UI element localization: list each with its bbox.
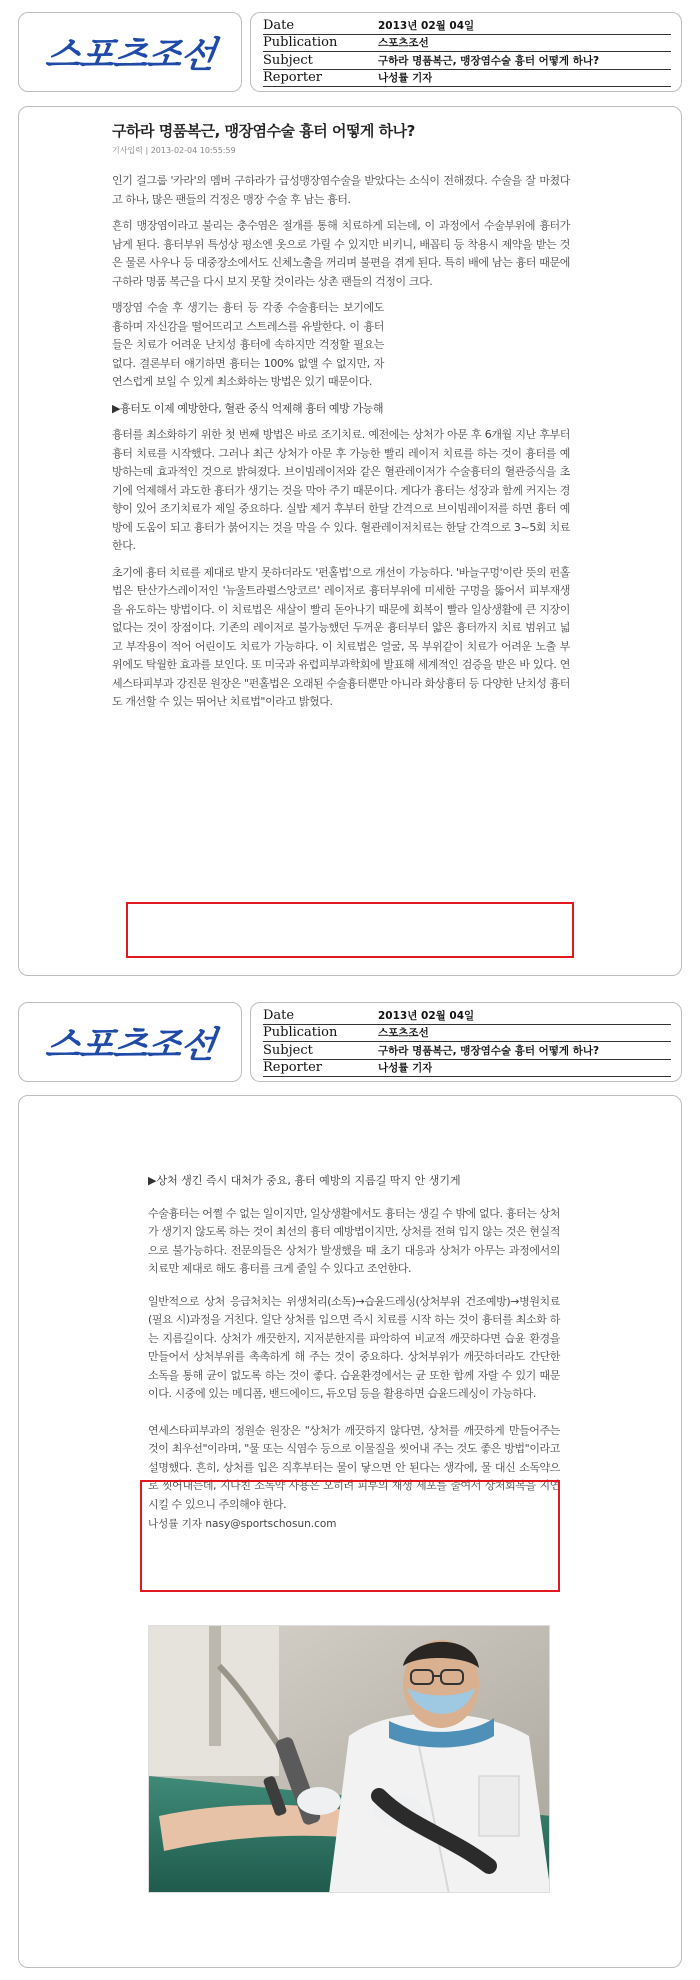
article-timestamp: 기사입력 | 2013-02-04 10:55:59 (112, 146, 236, 155)
meta-row-reporter (263, 1060, 671, 1078)
meta-value: 구하라 명품복근, 맹장염수술 흉터 어떻게 하나? (378, 1044, 600, 1057)
article-byline: 나성률 기자 nasy@sportschosun.com (148, 1518, 337, 1530)
meta-label: Reporter (263, 1060, 322, 1076)
logo-box-2 (18, 1002, 242, 1082)
doctor-laser-treatment-illustration (149, 1626, 550, 1893)
meta-value: 스포츠조선 (378, 1027, 429, 1040)
meta-label: Subject (263, 52, 313, 68)
meta-label: Subject (263, 1042, 313, 1058)
meta-value: 2013년 02월 04일 (378, 19, 475, 32)
subheading-1: ▶흉터도 이제 예방한다, 혈관 중식 억제해 흉터 예방 가능해 (112, 401, 384, 415)
subheading-2: ▶상처 생긴 즉시 대처가 중요, 흉터 예방의 지름길 딱지 안 생기게 (148, 1174, 461, 1187)
meta-row-reporter (263, 70, 671, 88)
meta-row-subject (263, 1042, 671, 1060)
meta-row-publication (263, 35, 671, 53)
meta-label: Reporter (263, 70, 322, 86)
logo-box (18, 12, 242, 92)
meta-value: 스포츠조선 (378, 37, 429, 50)
meta-label: Date (263, 17, 295, 33)
meta-row-subject (263, 52, 671, 70)
paragraph-3: 맹장염 수술 후 생기는 흉터 등 각종 수술흉터는 보기에도 흉하며 자신감을 떨어뜨리고 스트레스를 유발한다. 이 흉터들은 치료가 어려운 난치성 흉터에 속하지만 걱정할 필요는 없다. 결론부터 얘기하면 흉터는 100% 없앨 수 없지만, 자연스럽게 보일 수 있게 최소화하는 방법은 있기 때문이다. (112, 301, 384, 388)
paragraph-1: 인기 걸그룹 '카라'의 멤버 구하라가 급성맹장염수술을 받았다는 소식이 전해졌다. 수술을 잘 마쳤다고 하나, 많은 팬들의 걱정은 맹장 수술 후 남는 흉터. (112, 174, 570, 206)
article-body-2 (148, 1172, 560, 1531)
sportschosun-logo: 스포츠조선 (42, 34, 217, 76)
paragraph-8: 연세스타피부과의 정원순 원장은 "상처가 깨끗하지 않다면, 상처를 깨끗하게 만들어주는 것이 최우선"이라며, "물 또는 식염수 등으로 이물질을 씻어내 주는 것도 좋은 방법"이라고 설명했다. 흔히, 상처를 입은 직후부터는 물이 닿으면 안 된다는 생각에, 물 대신 소독약으로 씻어내는데, 지나친 소독약 사용은 오히려 피부의 재생 세포를 줄여서 상처회복을 지연시킬 수 있으니 주의해야 한다. (148, 1423, 560, 1511)
meta-value: 나성률 기자 (378, 72, 433, 85)
paragraph-5: 초기에 흉터 치료를 제대로 받지 못하더라도 '펀홀법'으로 개선이 가능하다. '바늘구멍'이란 뜻의 펀홀법은 탄산가스레이저인 '뉴울트라펄스앙코르' 레이저로 흉터부위에 미세한 구멍을 뚫어서 피부재생을 유도하는 방법이다. 이 치료법은 새살이 빨리 돋아나기 때문에 회복이 빨라 일상생활에 큰 지장이 없다는 것이 장점이다. 기존의 레이저로 불가능했던 두꺼운 흉터부터 얇은 흉터까지 치료 범위고 넓고 부작용이 적어 어린이도 치료가 가능하다. 이 치료법은 얼굴, 목 부위같이 치료가 어려운 노출 부위에도 탁월한 효과를 보인다. 또 미국과 유럽피부과학회에 발표해 세계적인 검증을 받은 바 있다. 연세스타피부과 강진문 원장은 "펀홀법은 오래된 수술흉터뿐만 아니라 화상흉터 등 다양한 난치성 흉터도 개선할 수 있는 뛰어난 치료법"이라고 밝혔다. (112, 565, 570, 708)
meta-label: Publication (263, 1025, 338, 1041)
meta-row-publication (263, 1025, 671, 1043)
paragraph-7: 일반적으로 상처 응급처치는 위생처리(소독)→습윤드레싱(상처부위 건조예방)→병원치료(필요 시)과정을 거친다. 일단 상처를 입으면 즉시 치료를 시작 하는 것이 흉터를 최소화 하는 지름길이다. 상처가 깨끗한지, 지저분한지를 파악하여 비교적 깨끗하다면 습윤 환경을 만들어서 상처부위를 촉촉하게 해 주는 것이 중요하다. 상처부위가 깨끗하더라도 간단한 소독을 통해 균이 없도록 하는 것이 좋다. 습윤환경에서는 균 또한 함께 자랄 수 있기 때문이다. 시중에 있는 메디폼, 밴드에이드, 듀오덤 등을 활용하면 습윤드레싱이 가능하다. (148, 1294, 560, 1400)
article-headline: 구하라 명품복근, 맹장염수술 흉터 어떻게 하나? (112, 122, 415, 140)
meta-value: 구하라 명품복근, 맹장염수술 흉터 어떻게 하나? (378, 54, 600, 67)
paragraph-2: 흔히 맹장염이라고 불리는 충수염은 절개를 통해 치료하게 되는데, 이 과정에서 수술부위에 흉터가 남게 된다. 흉터부위 특성상 평소엔 옷으로 가릴 수 있지만 비키니, 배꼽티 등 착용시 제약을 받는 것은 물론 사우나 등 대중장소에서도 신체노출을 꺼리며 불편을 겪게 된다. 특히 배에 남는 흉터 때문에 구하라 명품 복근을 다시 보지 못할 것이라는 상촌 팬들의 걱정이 크다. (112, 219, 570, 288)
meta-row-date (263, 17, 671, 35)
meta-label: Publication (263, 35, 338, 51)
meta-value: 나성률 기자 (378, 1062, 433, 1075)
article-photo (148, 1625, 550, 1893)
meta-value: 2013년 02월 04일 (378, 1009, 475, 1022)
paragraph-6: 수술흉터는 어쩔 수 없는 일이지만, 일상생활에서도 흉터는 생길 수 밖에 없다. 흉터는 상처가 생기지 않도록 하는 것이 최선의 흉터 예방법이지만, 상처를 전혀 입지 않는 것은 현실적으로 불가능하다. 전문의들은 상처가 발생했을 때 초기 대응과 상처가 아무는 과정에서의 치료만 제대로 해도 흉터를 크게 줄일 수 있다고 조언한다. (148, 1206, 560, 1275)
meta-label: Date (263, 1007, 295, 1023)
sportschosun-logo: 스포츠조선 (42, 1024, 217, 1066)
paragraph-4: 흉터를 최소화하기 위한 첫 번째 방법은 바로 조기치료. 예전에는 상처가 아문 후 6개월 지난 후부터 흉터 치료를 시작했다. 그러나 최근 상처가 아문 후 가능한 빨리 레이저 치료를 하는 것이 흉터를 예방하는데 효과적인 것으로 밝혀졌다. 브이빔레이저와 같은 혈관레이저가 수술흉터의 혈관증식을 초기에 억제해서 과도한 흉터가 생기는 것을 막아 주기 때문이다. 게다가 흉터는 성장과 함께 커지는 경향이 있어 조기치료가 제일 중요하다. 실밥 제거 후부터 한달 간격으로 브이빔레이저를 하면 흉터 예방에 도움이 되고 흉터가 붉어지는 것을 막을 수 있다. 혈관레이저치료는 한달 간격으로 3~5회 치료한다. (112, 428, 570, 552)
meta-box-2 (250, 1002, 682, 1082)
article-body-1 (112, 120, 570, 720)
meta-row-date (263, 1007, 671, 1025)
meta-box (250, 12, 682, 92)
